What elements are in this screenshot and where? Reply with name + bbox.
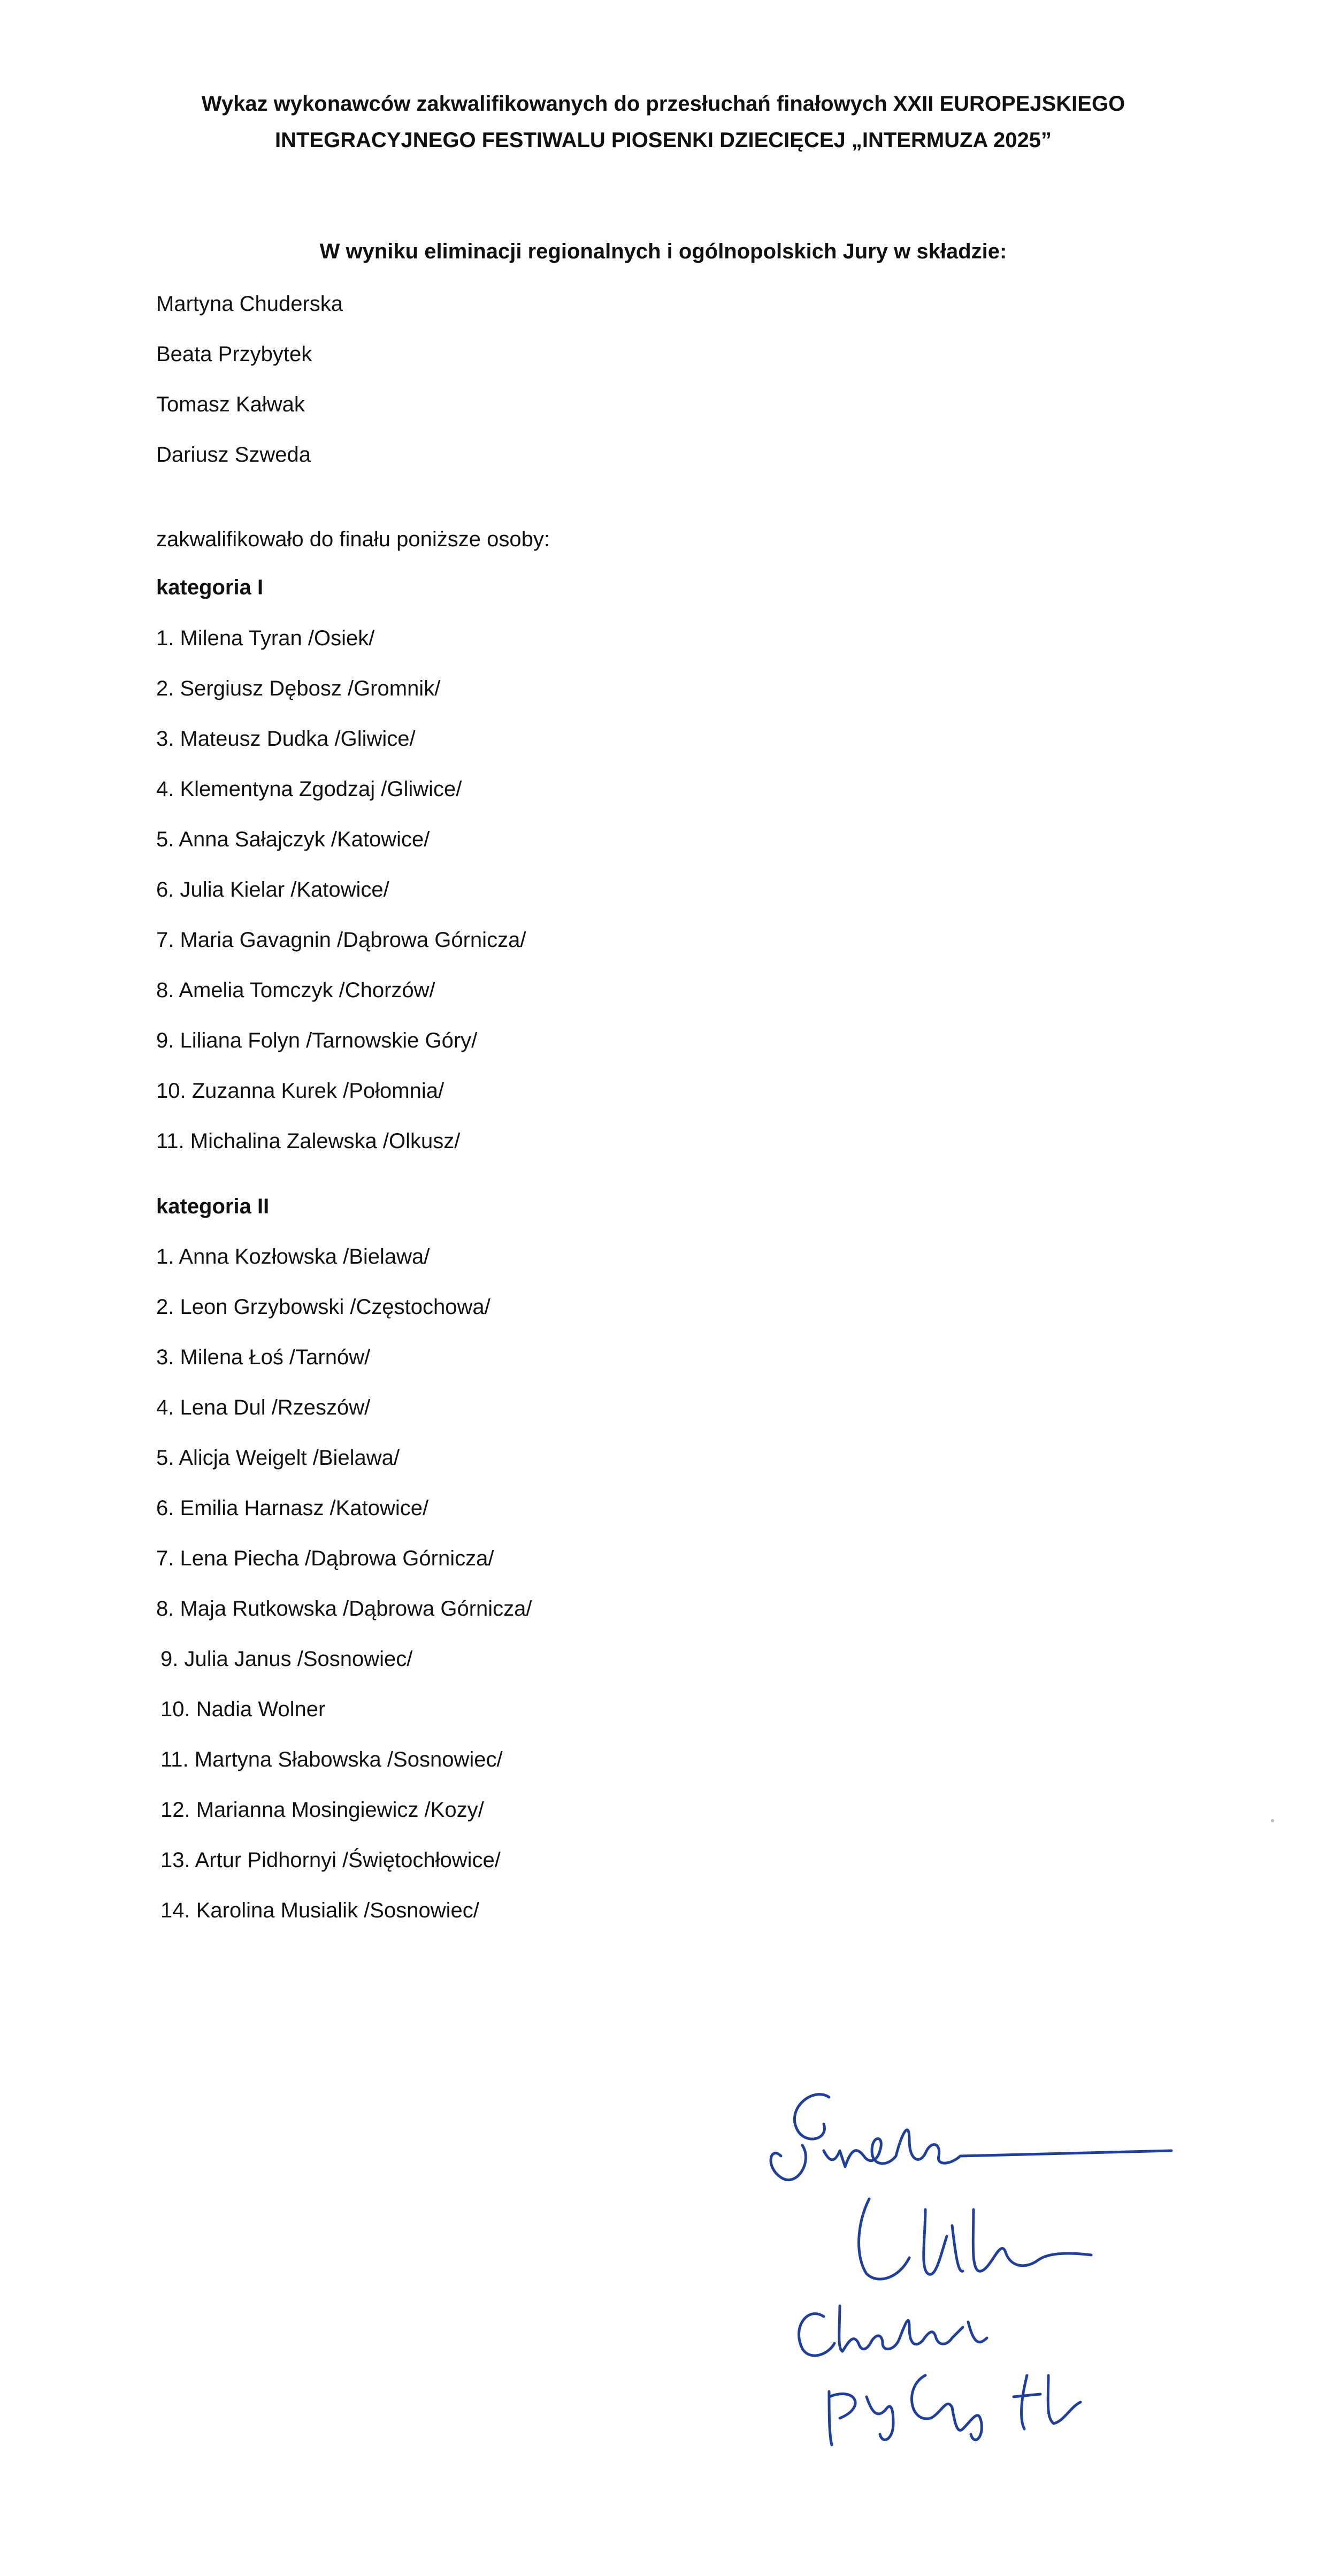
list-item: 2. Leon Grzybowski /Częstochowa/ — [156, 1295, 490, 1319]
category-1-heading: kategoria I — [156, 576, 264, 599]
list-item: 13. Artur Pidhornyi /Świętochłowice/ — [160, 1848, 501, 1872]
scan-speck — [1271, 1819, 1274, 1822]
signature-strokes — [749, 2076, 1230, 2461]
title-line-1: Wykaz wykonawców zakwalifikowanych do przesłuchań finałowych XXII EUROPEJSKIEGO — [201, 92, 1125, 116]
list-item: 5. Alicja Weigelt /Bielawa/ — [156, 1446, 400, 1470]
list-item: 11. Michalina Zalewska /Olkusz/ — [156, 1129, 461, 1153]
jury-member: Tomasz Kałwak — [156, 393, 305, 416]
list-item: 10. Nadia Wolner — [160, 1698, 326, 1721]
list-item: 6. Julia Kielar /Katowice/ — [156, 878, 389, 901]
list-item: 6. Emilia Harnasz /Katowice/ — [156, 1496, 429, 1520]
qualified-intro: zakwalifikowało do finału poniższe osoby: — [156, 528, 550, 551]
list-item: 14. Karolina Musialik /Sosnowiec/ — [160, 1899, 479, 1922]
list-item: 7. Maria Gavagnin /Dąbrowa Górnicza/ — [156, 928, 526, 952]
list-item: 3. Mateusz Dudka /Gliwice/ — [156, 727, 416, 751]
list-item: 9. Liliana Folyn /Tarnowskie Góry/ — [156, 1029, 478, 1052]
jury-member: Martyna Chuderska — [156, 292, 343, 316]
list-item: 8. Maja Rutkowska /Dąbrowa Górnicza/ — [156, 1597, 532, 1620]
list-item: 8. Amelia Tomczyk /Chorzów/ — [156, 979, 435, 1002]
list-item: 3. Milena Łoś /Tarnów/ — [156, 1346, 371, 1369]
list-item: 2. Sergiusz Dębosz /Gromnik/ — [156, 677, 441, 700]
list-item: 4. Klementyna Zgodzaj /Gliwice/ — [156, 777, 462, 801]
jury-intro: W wyniku eliminacji regionalnych i ogólnopolskich Jury w składzie: — [319, 240, 1007, 263]
category-2-heading: kategoria II — [156, 1195, 270, 1218]
list-item: 9. Julia Janus /Sosnowiec/ — [160, 1647, 413, 1671]
list-item: 5. Anna Sałajczyk /Katowice/ — [156, 828, 430, 851]
list-item: 11. Martyna Słabowska /Sosnowiec/ — [160, 1748, 503, 1771]
list-item: 7. Lena Piecha /Dąbrowa Górnicza/ — [156, 1547, 494, 1570]
list-item: 1. Milena Tyran /Osiek/ — [156, 626, 375, 650]
document-title — [160, 86, 1166, 158]
list-item: 12. Marianna Mosingiewicz /Kozy/ — [160, 1798, 484, 1822]
signature-szweda — [771, 2095, 1171, 2180]
jury-member: Dariusz Szweda — [156, 443, 311, 467]
signature-chuderska — [799, 2306, 987, 2356]
jury-signatures — [749, 2076, 1230, 2461]
list-item: 10. Zuzanna Kurek /Połomnia/ — [156, 1079, 444, 1103]
signature-przybytek — [829, 2375, 1080, 2445]
title-line-2: INTEGRACYJNEGO FESTIWALU PIOSENKI DZIECIĘCEJ „INTERMUZA 2025” — [274, 128, 1052, 152]
signature-kalwak — [859, 2199, 1091, 2279]
list-item: 1. Anna Kozłowska /Bielawa/ — [156, 1245, 430, 1268]
list-item: 4. Lena Dul /Rzeszów/ — [156, 1396, 371, 1419]
jury-member: Beata Przybytek — [156, 342, 312, 366]
